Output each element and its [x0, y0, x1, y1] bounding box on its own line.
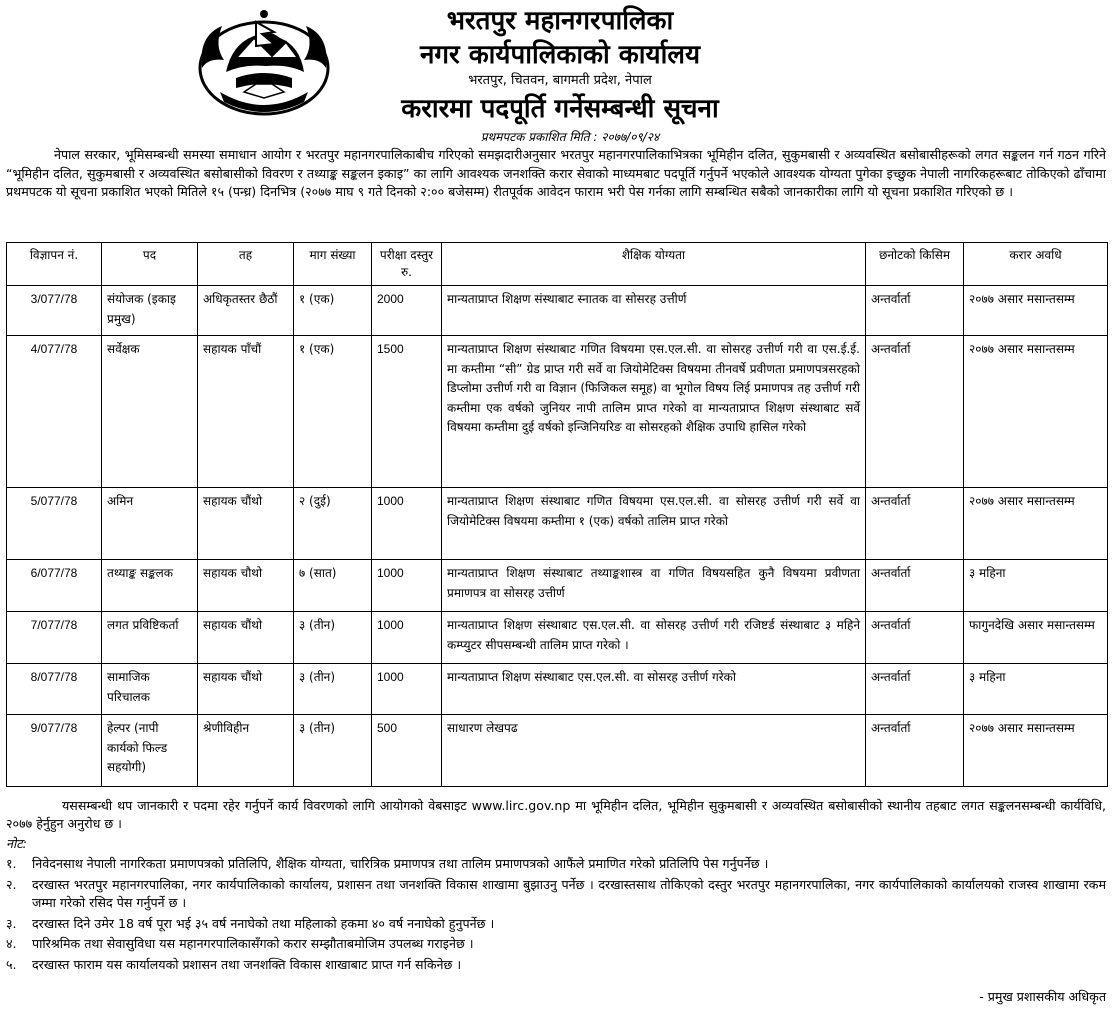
post: हेल्पर (नापी कार्यको फिल्ड सहयोगी) [102, 715, 198, 787]
post: सर्वेक्षक [102, 336, 198, 488]
level: श्रेणीविहीन [198, 715, 294, 787]
level: सहायक चौंथो [198, 488, 294, 560]
advert-no: 7/077/78 [7, 612, 102, 664]
note-text: दरखास्त फाराम यस कार्यालयको प्रशासन तथा जनशक्ति विकास शाखाबाट प्राप्त गर्न सकिनेछ । [32, 956, 462, 972]
demand: ३ (तीन) [294, 664, 372, 715]
selection-method: अन्तर्वार्ता [866, 560, 964, 612]
contract-duration: २०७७ असार मसान्तसम्म [964, 488, 1108, 560]
demand: ७ (सात) [294, 560, 372, 612]
qualification: मान्यताप्राप्त शिक्षण संस्थाबाट गणित विषयमा एस.एल.सी. वा सोसरह उत्तीर्ण गरी वा एस.ई.ई. मा कम्तीमा “सी” ग्रेड प्राप्त गरी सर्वे वा जियोमेटिक्स विषयमा तीनवर्षे प्रवीणता प्रमाणपत्रसरहको डिप्लोमा उत्तीर्ण गरी वा विज्ञान (फिजिकल समूह) वा भूगोल विषय लिई प्रमाणपत्र तह उत्तीर्ण गरी कम्तीमा एक वर्षको जुनियर नापी तालिम प्राप्त गरेको वा मान्यताप्राप्त शिक्षण संस्थाबाट सर्वे विषयमा कम्तीमा दुई वर्षको इन्जिनियरिङ वा सोसरहको शैक्षिक उपाधि हासिल गरेको [442, 336, 866, 488]
level: सहायक चौथो [198, 560, 294, 612]
note-number: ४. [6, 936, 17, 951]
publication-date: प्रथमपटक प्रकाशित मिति : २०७७/०९/२४ [480, 130, 660, 144]
contract-duration: २०७७ असार मसान्तसम्म [964, 286, 1108, 336]
post: सामाजिक परिचालक [102, 664, 198, 715]
note-item [6, 935, 1106, 954]
note-item [6, 956, 1106, 975]
advert-no: 9/077/78 [7, 715, 102, 787]
level: सहायक चौंथो [198, 664, 294, 715]
level: सहायक पाँचौं [198, 336, 294, 488]
table-row [7, 715, 1108, 787]
note-item [6, 915, 1106, 934]
note-text: दरखास्त भरतपुर महानगरपालिका, नगर कार्यपालिकाको कार्यालय, प्रशासन तथा जनशक्ति विकास शाखामा बुझाउनु पर्नेछ । दरखास्तसाथ तोकिएको दस्तुर भरतपुर महानगरपालिका, नगर कार्यपालिकाको कार्यालयको राजस्व शाखामा रकम जम्मा गरेको रसिद पेस गर्नुपर्ने छ । [32, 876, 1106, 910]
qualification: मान्यताप्राप्त शिक्षण संस्थाबाट गणित विषयमा एस.एल.सी. वा सोसरह उत्तीर्ण गरी सर्वे वा जियोमेटिक्स विषयमा कम्तीमा १ (एक) वर्षको तालिम प्राप्त गरेको [442, 488, 866, 560]
header-duration: करार अवधि [964, 243, 1108, 286]
signature-line: - प्रमुख प्रशासकीय अधिकृत [979, 989, 1106, 1004]
qualification: साधारण लेखपढ [442, 715, 866, 787]
closing-paragraph: यससम्बन्धी थप जानकारी र पदमा रहेर गर्नुपर्ने कार्य विवरणको लागि आयोगको वेबसाइट www.lirc.gov.np मा भूमिहीन दलित, भूमिहीन सुकुमबासी र अव्यवस्थित बसोबासीको स्थानीय तहबाट लगत सङ्कलनसम्बन्धी कार्यविधि, २०७७ हेर्नुहुन अनुरोध छ । [6, 798, 1106, 831]
note-item [6, 855, 1106, 874]
header-selection: छनोटको किसिम [866, 243, 964, 286]
contract-duration: २०७७ असार मसान्तसम्म [964, 336, 1108, 488]
note-text: पारिश्रमिक तथा सेवासुविधा यस महानगरपालिकासँगको करार सम्झौताबमोजिम उपलब्ध गराइनेछ । [32, 936, 474, 951]
header-advert-no: विज्ञापन नं. [7, 243, 102, 286]
table-row [7, 664, 1108, 715]
header-level: तह [198, 243, 294, 286]
header-demand: माग संख्या [294, 243, 372, 286]
notes-list [6, 855, 1106, 976]
contract-duration: फागुनदेखि असार मसान्तसम्म [964, 612, 1108, 664]
office-address: भरतपुर, चितवन, बागमती प्रदेश, नेपाल [468, 73, 652, 88]
level: सहायक चौंथो [198, 612, 294, 664]
advert-no: 8/077/78 [7, 664, 102, 715]
selection-method: अन्तर्वार्ता [866, 715, 964, 787]
notice-title: करारमा पदपूर्ति गर्नेसम्बन्धी सूचना [401, 94, 719, 124]
exam-fee: 1000 [372, 664, 442, 715]
exam-fee: 1500 [372, 336, 442, 488]
post: अमिन [102, 488, 198, 560]
exam-fee: 1000 [372, 560, 442, 612]
exam-fee: 1000 [372, 488, 442, 560]
exam-fee: 2000 [372, 286, 442, 336]
vacancy-table [6, 242, 1108, 787]
table-header-row [7, 243, 1108, 286]
contract-duration: ३ महिना [964, 560, 1108, 612]
contract-duration: २०७७ असार मसान्तसम्म [964, 715, 1108, 787]
advert-no: 5/077/78 [7, 488, 102, 560]
post: संयोजक (इकाइ प्रमुख) [102, 286, 198, 336]
table-row [7, 488, 1108, 560]
demand: १ (एक) [294, 286, 372, 336]
note-item [6, 876, 1106, 913]
demand: २ (दुई) [294, 488, 372, 560]
nepal-emblem-icon [196, 6, 332, 118]
advert-no: 4/077/78 [7, 336, 102, 488]
qualification: मान्यताप्राप्त शिक्षण संस्थाबाट एस.एल.सी. वा सोसरह उत्तीर्ण गरी रजिष्टर्ड संस्थाबाट ३ महिने कम्प्युटर सीपसम्बन्धी तालिम प्राप्त गरेको । [442, 612, 866, 664]
demand: १ (एक) [294, 336, 372, 488]
table-row [7, 336, 1108, 488]
selection-method: अन्तर्वार्ता [866, 488, 964, 560]
note-text: निवेदनसाथ नेपाली नागरिकता प्रमाणपत्रको प्रतिलिपि, शैक्षिक योग्यता, चारित्रिक प्रमाणपत्र तथा तालिम प्रमाणपत्रको आफैंले प्रमाणित गरेको प्रतिलिपि पेस गर्नुपर्नेछ । [32, 856, 769, 871]
table-row [7, 612, 1108, 664]
note-number: १. [6, 856, 17, 871]
header-qualification: शैक्षिक योग्यता [442, 243, 866, 286]
table-row [7, 286, 1108, 336]
organization-name: भरतपुर महानगरपालिका [446, 6, 674, 36]
level: अधिकृतस्तर छैठौं [198, 286, 294, 336]
post: लगत प्रविष्टिकर्ता [102, 612, 198, 664]
office-name: नगर कार्यपालिकाको कार्यालय [419, 40, 701, 70]
table-row [7, 560, 1108, 612]
exam-fee: 1000 [372, 612, 442, 664]
selection-method: अन्तर्वार्ता [866, 664, 964, 715]
notes-title: नोट: [6, 836, 27, 851]
intro-paragraph: नेपाल सरकार, भूमिसम्बन्धी समस्या समाधान आयोग र भरतपुर महानगरपालिकाबीच गरिएको समझदारीअनुसार भरतपुर महानगरपालिकाभित्रका भूमिहीन दलित, सुकुमबासी र अव्यवस्थित बसोबासीहरूको लगत सङ्कलन गर्न गठन गरिने “भूमिहीन दलित, सुकुमबासी र अव्यवस्थित बसोबासीको विवरण र तथ्याङ्क सङ्कलन इकाइ” का लागि आवश्यक जनशक्ति करार सेवाको माध्यमबाट पदपूर्ति गर्नुपर्ने भएकोले आवश्यक योग्यता पुगेका इच्छुक नेपाली नागरिकहरूबाट तोकिएको ढाँचामा प्रथमपटक यो सूचना प्रकाशित भएको मितिले १५ (पन्ध्र) दिनभित्र (२०७७ माघ ९ गते दिनको २:०० बजेसम्म) रीतपूर्वक आवेदन फाराम भरी पेस गर्नका लागि सम्बन्धित सबैको जानकारीका लागि यो सूचना प्रकाशित गरिएको छ । [6, 147, 1106, 199]
header-fee: परीक्षा दस्तुर रु. [372, 243, 442, 286]
header-post: पद [102, 243, 198, 286]
note-number: ५. [6, 956, 17, 972]
exam-fee: 500 [372, 715, 442, 787]
selection-method: अन्तर्वार्ता [866, 612, 964, 664]
note-text: दरखास्त दिने उमेर 18 वर्ष पूरा भई ३५ वर्ष ननाघेको तथा महिलाको हकमा ४० वर्ष ननाघेको हुनुपर्नेछ । [32, 915, 495, 931]
post: तथ्याङ्क सङ्कलक [102, 560, 198, 612]
demand: ३ (तीन) [294, 612, 372, 664]
selection-method: अन्तर्वार्ता [866, 336, 964, 488]
qualification: मान्यताप्राप्त शिक्षण संस्थाबाट स्नातक वा सोसरह उत्तीर्ण [442, 286, 866, 336]
note-number: २. [6, 876, 17, 892]
selection-method: अन्तर्वार्ता [866, 286, 964, 336]
demand: ३ (तीन) [294, 715, 372, 787]
advert-no: 6/077/78 [7, 560, 102, 612]
note-number: ३. [6, 915, 17, 931]
advert-no: 3/077/78 [7, 286, 102, 336]
qualification: मान्यताप्राप्त शिक्षण संस्थाबाट तथ्याङ्कशास्त्र वा गणित विषयसहित कुनै विषयमा प्रवीणता प्रमाणपत्र वा सोसरह उत्तीर्ण [442, 560, 866, 612]
contract-duration: ३ महिना [964, 664, 1108, 715]
qualification: मान्यताप्राप्त शिक्षण संस्थाबाट एस.एल.सी. वा सोसरह उत्तीर्ण गरेको [442, 664, 866, 715]
